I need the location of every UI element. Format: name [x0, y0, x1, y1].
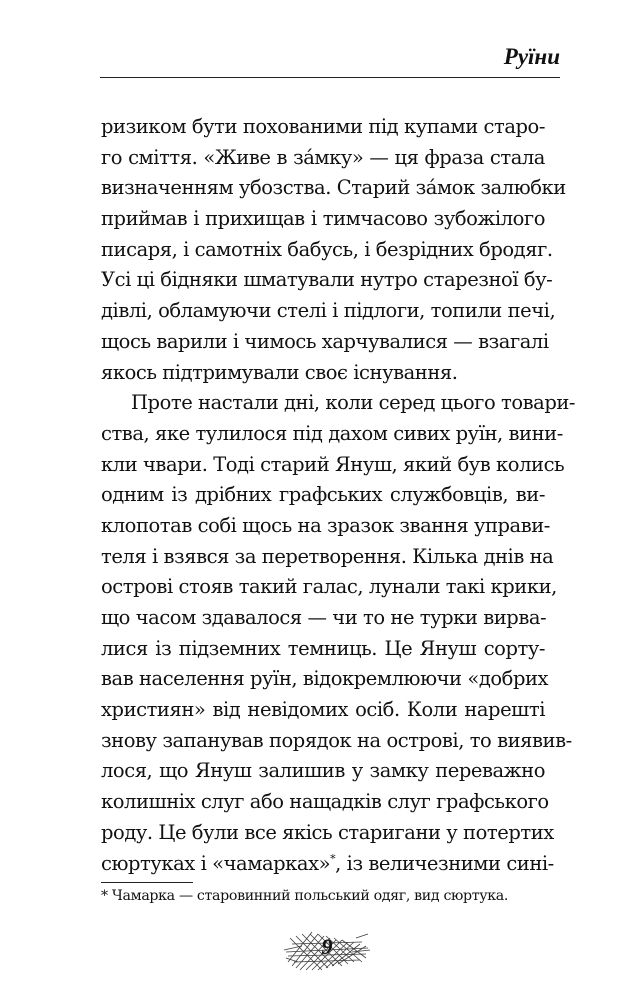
text-line: теля і взявся за перетворення. Кілька днів на [101, 544, 554, 568]
text-line: християн» від невідомих осіб. Коли нарешті [101, 698, 545, 722]
text-segment: , із величезними сині- [335, 851, 554, 875]
text-line: якось підтримували своє існування. [101, 360, 458, 384]
text-line: що часом здавалося — чи то не турки вирва- [101, 606, 547, 629]
footnote-rule [101, 882, 193, 883]
running-title: Руїни [503, 44, 560, 69]
page-number: 9 [321, 934, 333, 959]
text-line: колишніх слуг або нащадків слуг графського [101, 790, 549, 814]
text-line: визначенням убозства. Старий за́мок залюбки [101, 176, 566, 200]
text-line [101, 849, 554, 880]
text-line: приймав і прихищав і тимчасово зубожілого [101, 207, 545, 231]
text-line: ризиком бути похованими під купами старо- [101, 115, 545, 138]
footnote-marker: * [330, 852, 336, 865]
running-header [100, 30, 560, 84]
text-line: писаря, і самотніх бабусь, і безрідних бродяг. [101, 237, 553, 261]
text-line: Усі ці бідняки шматували нутро старезної бу- [101, 268, 553, 292]
footnote: * Чамарка — старовинний польський одяг, вид сюртука. [101, 888, 509, 904]
text-line: лися із підземних темниць. Це Януш сорту- [101, 636, 545, 660]
text-line: щось варили і чимось харчувалися — взагалі [101, 329, 549, 353]
page-number-ornament [282, 922, 372, 978]
text-line: Проте настали дні, коли серед цього товари- [131, 391, 576, 415]
text-line: острові стояв такий галас, лунали такі крики, [101, 575, 557, 599]
text-line: клопотав собі щось на зразок звання управи- [101, 513, 550, 537]
body-text [101, 112, 576, 879]
text-line: лося, що Януш залишив у замку переважно [101, 759, 545, 783]
text-line: знову запанував порядок на острові, то виявив- [101, 728, 572, 752]
text-line: кли чвари. Тоді старий Януш, який був колись [101, 452, 565, 476]
text-segment: сюртуках і «чамарках» [101, 851, 331, 875]
text-line: вав населення руїн, відокремлюючи «добрих [101, 667, 549, 691]
text-line: дівлі, обламуючи стелі і підлоги, топили печі, [101, 299, 556, 323]
text-line: одним із дрібних графських службовців, ви- [101, 483, 545, 507]
text-line: го сміття. «Живе в за́мку» — ця фраза стала [101, 145, 545, 169]
text-line: роду. Це були все якісь старигани у потертих [101, 820, 554, 844]
header-rule [100, 77, 560, 78]
text-line: ства, яке тулилося під дахом сивих руїн, вини- [101, 421, 563, 445]
